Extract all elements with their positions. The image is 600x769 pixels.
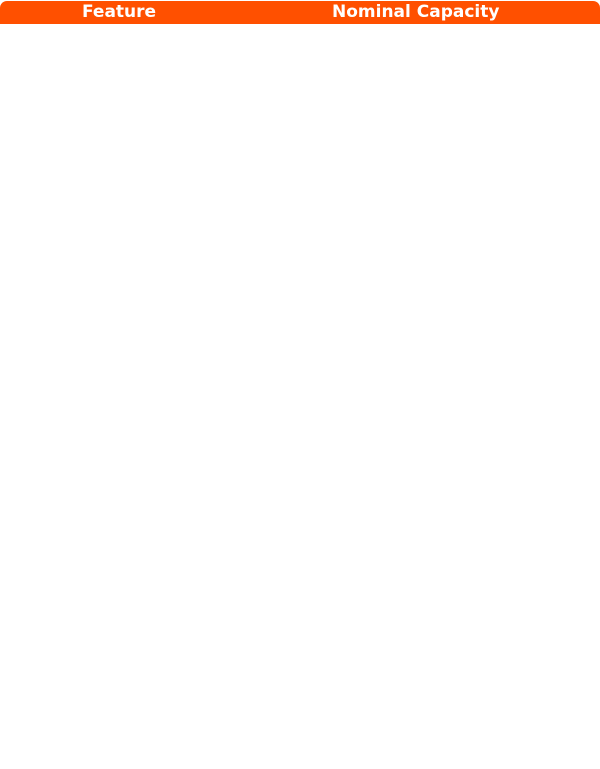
column-header-nominal-capacity: Nominal Capacity	[332, 2, 500, 22]
table-body	[0, 24, 600, 769]
table-header-row	[0, 1, 600, 24]
column-header-feature: Feature	[82, 2, 157, 22]
